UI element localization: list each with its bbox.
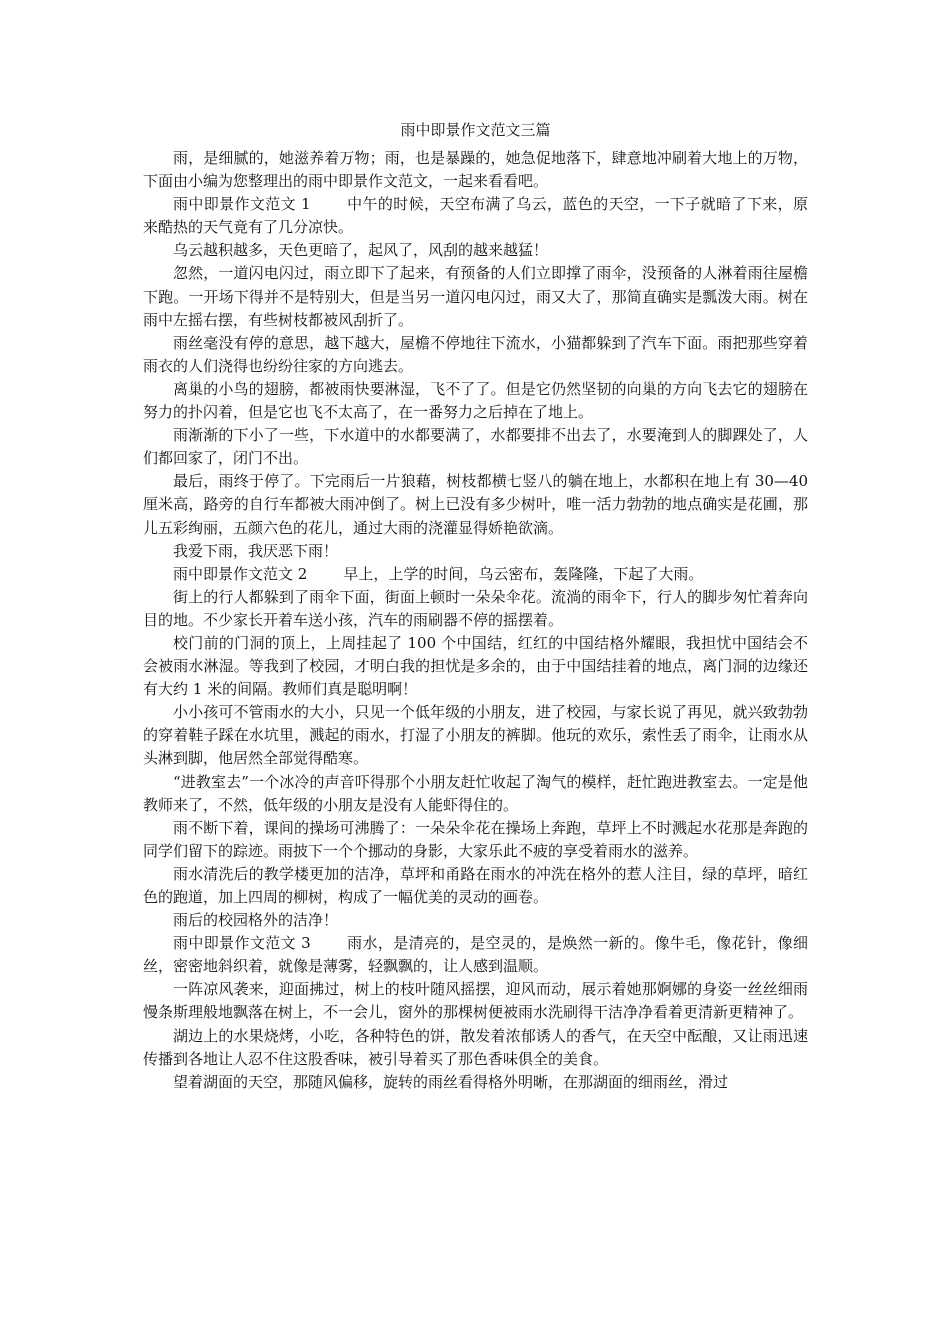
paragraph-text: 湖边上的水果烧烤，小吃，各种特色的饼，散发着浓郁诱人的香气，在天空中酝酿，又让雨迅速传播到各地让人忍不住这股香味，被引导着买了那色香味俱全的美食。 <box>143 1026 808 1068</box>
paragraph <box>143 817 808 863</box>
document-page <box>143 117 808 1094</box>
paragraph-text: 雨，是细腻的，她滋养着万物；雨，也是暴躁的，她急促地落下，肆意地冲刷着大地上的万物，下面由小编为您整理出的雨中即景作文范文，一起来看看吧。 <box>143 149 808 191</box>
paragraph <box>143 540 808 563</box>
paragraph-text: 乌云越积越多，天色更暗了，起风了，风刮的越来越猛！ <box>173 241 549 260</box>
paragraph <box>143 586 808 632</box>
paragraph <box>143 262 808 331</box>
paragraph-text: 雨后的校园格外的洁净！ <box>173 911 339 930</box>
paragraph-text: 雨丝毫没有停的意思，越下越大，屋檐不停地往下流水，小猫都躲到了汽车下面。雨把那些穿着雨衣的人们浇得也纷纷往家的方向逃去。 <box>143 333 808 375</box>
paragraph-text: 校门前的门洞的顶上，上周挂起了 100 个中国结，红红的中国结格外耀眼，我担忧中国结会不会被雨水淋湿。等我到了校园，才明白我的担忧是多余的，由于中国结挂着的地点，离门洞的边缘还有大约 1 米的间隔。教师们真是聪明啊！ <box>143 633 808 699</box>
section-heading: 雨中即景作文范文 1 <box>173 195 311 214</box>
paragraph-text: 一阵凉风袭来，迎面拂过，树上的枝叶随风摇摆，迎风而动，展示着她那婀娜的身姿一丝丝细雨慢条斯理般地飘落在树上，不一会儿，窗外的那棵树便被雨水洗刷得干洁净净看着更清新更精神了。 <box>143 980 808 1022</box>
paragraph <box>143 147 808 193</box>
paragraph <box>143 701 808 770</box>
paragraph-text: “进教室去”一个冰冷的声音吓得那个小朋友赶忙收起了淘气的模样，赶忙跑进教室去。一定是他教师来了，不然，低年级的小朋友是没有人能虾得住的。 <box>143 772 808 814</box>
paragraph-text: 街上的行人都躲到了雨伞下面，街面上顿时一朵朵伞花。流淌的雨伞下，行人的脚步匆忙着奔向目的地。不少家长开着车送小孩，汽车的雨刷器不停的摇摆着。 <box>143 587 808 629</box>
paragraph-text: 早上，上学的时间，乌云密布，轰隆隆，下起了大雨。 <box>343 564 704 583</box>
paragraph <box>143 932 808 978</box>
paragraph-text: 中午的时候，天空布满了乌云，蓝色的天空，一下子就暗了下来，原来酷热的天气竟有了几分凉快。 <box>143 195 808 237</box>
paragraph <box>143 193 808 239</box>
paragraph <box>143 909 808 932</box>
paragraph-text: 雨不断下着，课间的操场可沸腾了：一朵朵伞花在操场上奔跑，草坪上不时溅起水花那是奔跑的同学们留下的踪迹。雨披下一个个挪动的身影，大家乐此不疲的享受着雨水的滋养。 <box>143 818 808 860</box>
paragraph-text: 小小孩可不管雨水的大小，只见一个低年级的小朋友，进了校园，与家长说了再见，就兴致勃勃的穿着鞋子踩在水坑里，溅起的雨水，打湿了小朋友的裤脚。他玩的欢乐，索性丢了雨伞，让雨水从头淋到脚，他居然全部觉得酷寒。 <box>143 703 808 768</box>
paragraph-text: 雨渐渐的下小了一些，下水道中的水都要满了，水都要排不出去了，水要淹到人的脚踝处了，人们都回家了，闭门不出。 <box>143 426 808 468</box>
paragraph <box>143 1025 808 1071</box>
paragraph <box>143 239 808 262</box>
document-body <box>143 147 808 1094</box>
paragraph-text: 我爱下雨，我厌恶下雨！ <box>173 541 339 560</box>
section-heading: 雨中即景作文范文 3 <box>173 934 311 953</box>
paragraph-text: 离巢的小鸟的翅膀，都被雨快要淋湿，飞不了了。但是它仍然坚韧的向巢的方向飞去它的翅膀在努力的扑闪着，但是它也飞不太高了，在一番努力之后掉在了地上。 <box>143 379 808 422</box>
paragraph-text: 忽然，一道闪电闪过，雨立即下了起来，有预备的人们立即撑了雨伞，没预备的人淋着雨往屋檐下跑。一开场下得并不是特别大，但是当另一道闪电闪过，雨又大了，那简直确实是瓢泼大雨。树在雨中左摇右摆，有些树枝都被风刮折了。 <box>143 264 808 329</box>
document-title: 雨中即景作文范文三篇 <box>400 121 551 139</box>
paragraph <box>143 1071 808 1094</box>
paragraph <box>143 863 808 909</box>
section-heading: 雨中即景作文范文 2 <box>173 564 308 583</box>
paragraph <box>143 978 808 1024</box>
paragraph <box>143 771 808 817</box>
paragraph <box>143 632 808 701</box>
paragraph <box>143 378 808 424</box>
paragraph-text: 雨水，是清亮的，是空灵的，是焕然一新的。像牛毛，像花针，像细丝，密密地斜织着，就像是薄雾，轻飘飘的，让人感到温顺。 <box>143 934 808 976</box>
paragraph <box>143 470 808 539</box>
paragraph-text: 最后，雨终于停了。下完雨后一片狼藉，树枝都横七竖八的躺在地上，水都积在地上有 30—40 厘米高，路旁的自行车都被大雨冲倒了。树上已没有多少树叶，唯一活力勃勃的地点确实是花圃，那儿五彩绚丽，五颜六色的花儿，通过大雨的浇灌显得娇艳欲滴。 <box>143 472 808 537</box>
paragraph <box>143 424 808 470</box>
paragraph-text: 望着湖面的天空，那随风偏移，旋转的雨丝看得格外明晰，在那湖面的细雨丝，滑过 <box>173 1072 729 1091</box>
paragraph-text: 雨水清洗后的教学楼更加的洁净，草坪和甬路在雨水的冲洗在格外的惹人注目，绿的草坪，暗红色的跑道，加上四周的柳树，构成了一幅优美的灵动的画卷。 <box>143 864 808 906</box>
paragraph <box>143 332 808 378</box>
paragraph <box>143 563 808 586</box>
